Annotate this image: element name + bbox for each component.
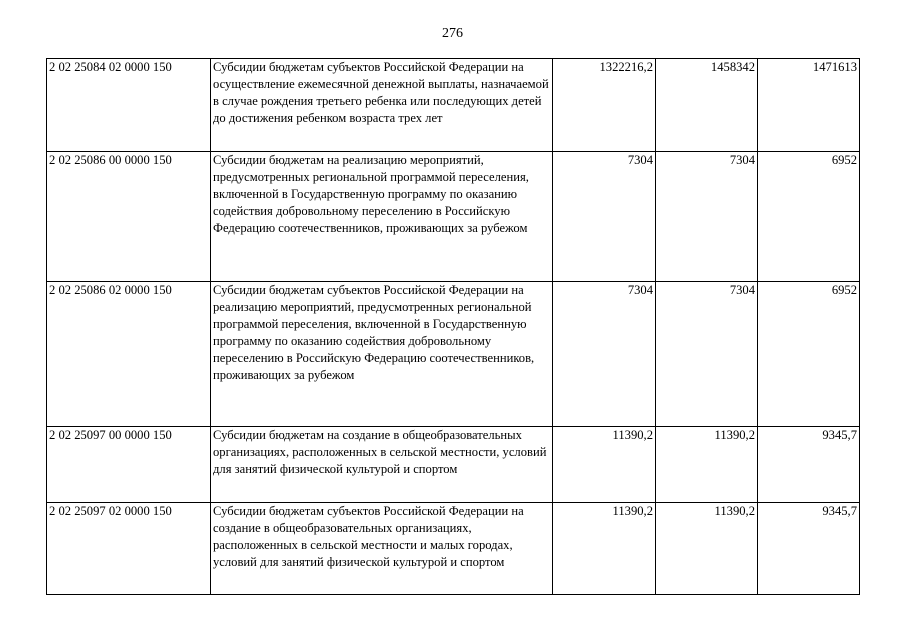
- row-code: 2 02 25097 02 0000 150: [47, 503, 211, 595]
- row-value-3: 9345,7: [758, 503, 860, 595]
- row-value-1: 1322216,2: [553, 59, 656, 152]
- row-value-3: 1471613: [758, 59, 860, 152]
- table-row: [47, 282, 860, 427]
- table-row: [47, 427, 860, 503]
- budget-table: [46, 58, 860, 595]
- row-description: Субсидии бюджетам субъектов Российской Федерации на создание в общеобразовательных организациях, расположенных в сельской местности и малых городах, условий для занятий физической культурой и спортом: [211, 503, 553, 595]
- page-number: 276: [442, 26, 463, 41]
- row-code: 2 02 25086 00 0000 150: [47, 152, 211, 282]
- table-row: [47, 59, 860, 152]
- row-code: 2 02 25084 02 0000 150: [47, 59, 211, 152]
- row-value-3: 6952: [758, 152, 860, 282]
- row-value-2: 7304: [656, 282, 758, 427]
- row-description: Субсидии бюджетам на реализацию мероприятий, предусмотренных региональной программой переселения, включенной в Государственную программу по оказанию содействия добровольному переселению в Российскую Федерацию соотечественников, проживающих за рубежом: [211, 152, 553, 282]
- table-row: [47, 503, 860, 595]
- row-value-1: 7304: [553, 152, 656, 282]
- row-description: Субсидии бюджетам на создание в общеобразовательных организациях, расположенных в сельской местности, условий для занятий физической культурой и спортом: [211, 427, 553, 503]
- row-description: Субсидии бюджетам субъектов Российской Федерации на осуществление ежемесячной денежной выплаты, назначаемой в случае рождения третьего ребенка или последующих детей до достижения ребенком возраста трех лет: [211, 59, 553, 152]
- row-value-1: 11390,2: [553, 427, 656, 503]
- row-value-3: 9345,7: [758, 427, 860, 503]
- row-code: 2 02 25097 00 0000 150: [47, 427, 211, 503]
- row-value-3: 6952: [758, 282, 860, 427]
- row-value-2: 7304: [656, 152, 758, 282]
- row-description: Субсидии бюджетам субъектов Российской Федерации на реализацию мероприятий, предусмотренных региональной программой переселения, включенной в Государственную программу по оказанию содействия добровольному переселению в Российскую Федерацию соотечественников, проживающих за рубежом: [211, 282, 553, 427]
- row-code: 2 02 25086 02 0000 150: [47, 282, 211, 427]
- table-row: [47, 152, 860, 282]
- row-value-1: 7304: [553, 282, 656, 427]
- row-value-2: 11390,2: [656, 427, 758, 503]
- row-value-2: 11390,2: [656, 503, 758, 595]
- row-value-2: 1458342: [656, 59, 758, 152]
- row-value-1: 11390,2: [553, 503, 656, 595]
